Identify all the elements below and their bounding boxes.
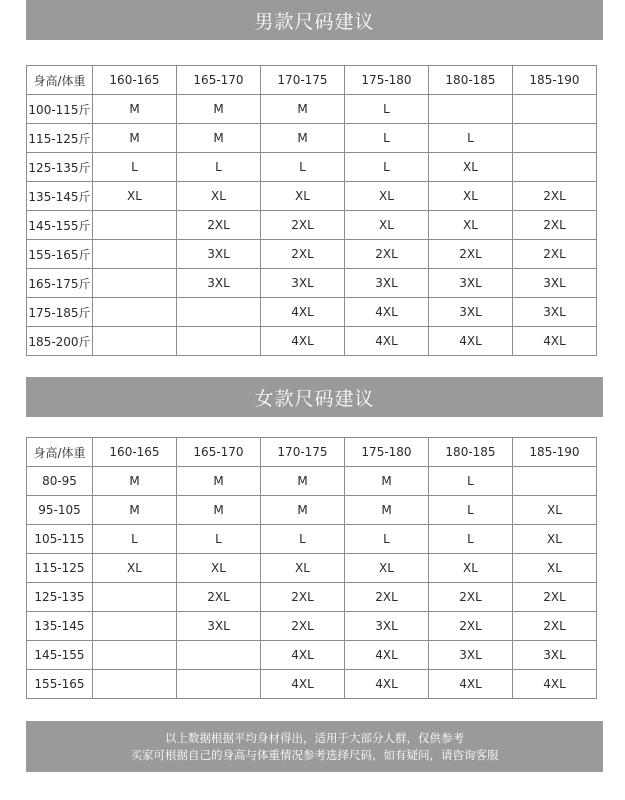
size-cell: L (429, 467, 513, 496)
table-row (27, 554, 597, 583)
size-cell: 2XL (429, 240, 513, 269)
header-height-range: 180-185 (429, 66, 513, 95)
size-cell: XL (345, 211, 429, 240)
size-cell: 3XL (177, 612, 261, 641)
size-cell: XL (513, 554, 597, 583)
size-cell: 2XL (345, 583, 429, 612)
size-cell: 3XL (429, 641, 513, 670)
size-cell: M (261, 124, 345, 153)
size-cell: 3XL (345, 269, 429, 298)
table-row (27, 467, 597, 496)
size-cell: 4XL (261, 670, 345, 699)
size-cell: 2XL (345, 240, 429, 269)
size-cell (177, 327, 261, 356)
size-cell: 4XL (261, 298, 345, 327)
header-height-range: 180-185 (429, 438, 513, 467)
size-cell: XL (513, 496, 597, 525)
size-cell: XL (429, 554, 513, 583)
size-cell: 2XL (513, 182, 597, 211)
size-cell: L (345, 95, 429, 124)
weight-range-cell: 125-135斤 (27, 153, 93, 182)
size-cell: 3XL (513, 269, 597, 298)
size-cell: 2XL (261, 612, 345, 641)
size-cell: XL (429, 211, 513, 240)
weight-range-cell: 115-125斤 (27, 124, 93, 153)
size-cell: 3XL (429, 298, 513, 327)
size-cell: L (93, 525, 177, 554)
table-row (27, 496, 597, 525)
weight-range-cell: 175-185斤 (27, 298, 93, 327)
table-row (27, 583, 597, 612)
women-size-table (26, 437, 597, 699)
table-row (27, 327, 597, 356)
table-row (27, 298, 597, 327)
table-row (27, 269, 597, 298)
size-note-box (26, 721, 603, 772)
table-row (27, 182, 597, 211)
size-cell (177, 670, 261, 699)
size-cell: XL (513, 525, 597, 554)
size-cell: 2XL (177, 583, 261, 612)
size-cell: M (261, 467, 345, 496)
weight-range-cell: 155-165斤 (27, 240, 93, 269)
table-row (27, 240, 597, 269)
header-height-range: 185-190 (513, 438, 597, 467)
size-cell (513, 95, 597, 124)
size-cell (177, 298, 261, 327)
women-size-title-banner (26, 377, 603, 417)
size-cell: L (429, 525, 513, 554)
size-cell: 2XL (513, 583, 597, 612)
header-row (27, 66, 597, 95)
size-cell: 2XL (513, 612, 597, 641)
size-cell (93, 670, 177, 699)
size-cell: M (345, 496, 429, 525)
size-cell (513, 153, 597, 182)
size-cell: 4XL (345, 327, 429, 356)
size-cell (429, 95, 513, 124)
size-cell: L (429, 124, 513, 153)
weight-range-cell: 145-155斤 (27, 211, 93, 240)
table-row (27, 95, 597, 124)
size-cell: 3XL (345, 612, 429, 641)
weight-range-cell: 155-165 (27, 670, 93, 699)
weight-range-cell: 105-115 (27, 525, 93, 554)
women-size-title: 女款尺码建议 (254, 387, 375, 410)
size-cell: 4XL (429, 327, 513, 356)
weight-range-cell: 100-115斤 (27, 95, 93, 124)
table-row (27, 612, 597, 641)
size-cell: M (177, 124, 261, 153)
size-cell: XL (429, 182, 513, 211)
table-row (27, 670, 597, 699)
table-row (27, 124, 597, 153)
size-cell (93, 327, 177, 356)
header-height-range: 175-180 (345, 66, 429, 95)
size-cell: XL (261, 182, 345, 211)
table-row (27, 153, 597, 182)
note-line-1: 以上数据根据平均身材得出，适用于大部分人群，仅供参考 (165, 730, 464, 745)
size-cell: M (261, 95, 345, 124)
size-cell: 4XL (513, 670, 597, 699)
size-cell: 3XL (513, 298, 597, 327)
size-cell: 2XL (261, 240, 345, 269)
weight-range-cell: 135-145 (27, 612, 93, 641)
table-row (27, 525, 597, 554)
size-cell: XL (429, 153, 513, 182)
size-cell: M (177, 467, 261, 496)
size-cell: 4XL (429, 670, 513, 699)
size-cell: M (93, 95, 177, 124)
weight-range-cell: 80-95 (27, 467, 93, 496)
note-line-2: 买家可根据自己的身高与体重情况参考选择尺码，如有疑问，请咨询客服 (130, 747, 499, 762)
size-cell: 4XL (345, 641, 429, 670)
size-cell: M (93, 124, 177, 153)
size-cell: 3XL (513, 641, 597, 670)
size-cell: L (429, 496, 513, 525)
men-size-title-banner (26, 0, 603, 40)
size-cell: 2XL (513, 211, 597, 240)
size-cell: L (177, 525, 261, 554)
size-cell: XL (177, 554, 261, 583)
size-cell (513, 467, 597, 496)
size-cell: M (177, 95, 261, 124)
size-cell: XL (93, 554, 177, 583)
size-cell (93, 612, 177, 641)
header-height-range: 170-175 (261, 438, 345, 467)
header-height-range: 185-190 (513, 66, 597, 95)
header-height-range: 160-165 (93, 438, 177, 467)
size-cell: L (345, 124, 429, 153)
size-cell: XL (177, 182, 261, 211)
size-cell (93, 583, 177, 612)
size-cell: 2XL (429, 583, 513, 612)
size-cell: 2XL (513, 240, 597, 269)
size-cell (93, 641, 177, 670)
header-height-range: 165-170 (177, 66, 261, 95)
header-height-range: 160-165 (93, 66, 177, 95)
size-cell: 3XL (429, 269, 513, 298)
size-cell: 3XL (261, 269, 345, 298)
size-cell: 4XL (261, 327, 345, 356)
size-cell (93, 240, 177, 269)
size-cell: 4XL (261, 641, 345, 670)
size-cell: M (93, 496, 177, 525)
size-cell (93, 269, 177, 298)
size-cell: XL (261, 554, 345, 583)
size-cell: L (345, 525, 429, 554)
header-row (27, 438, 597, 467)
size-cell: 2XL (261, 211, 345, 240)
size-cell: M (261, 496, 345, 525)
size-cell: L (345, 153, 429, 182)
men-size-title: 男款尺码建议 (254, 10, 375, 33)
size-cell: L (261, 525, 345, 554)
size-cell: 4XL (345, 298, 429, 327)
size-cell: XL (93, 182, 177, 211)
weight-range-cell: 165-175斤 (27, 269, 93, 298)
weight-range-cell: 185-200斤 (27, 327, 93, 356)
size-cell: M (93, 467, 177, 496)
weight-range-cell: 125-135 (27, 583, 93, 612)
weight-range-cell: 135-145斤 (27, 182, 93, 211)
size-cell: 2XL (177, 211, 261, 240)
size-cell: 2XL (261, 583, 345, 612)
size-cell (177, 641, 261, 670)
table-row (27, 641, 597, 670)
weight-range-cell: 95-105 (27, 496, 93, 525)
header-height-weight: 身高/体重 (27, 66, 93, 95)
table-row (27, 211, 597, 240)
weight-range-cell: 145-155 (27, 641, 93, 670)
size-cell (93, 211, 177, 240)
size-cell: 3XL (177, 269, 261, 298)
header-height-range: 170-175 (261, 66, 345, 95)
size-cell: L (261, 153, 345, 182)
header-height-weight: 身高/体重 (27, 438, 93, 467)
size-cell: 4XL (345, 670, 429, 699)
size-cell: 2XL (429, 612, 513, 641)
weight-range-cell: 115-125 (27, 554, 93, 583)
size-cell: 4XL (513, 327, 597, 356)
men-size-table (26, 65, 597, 356)
size-cell: XL (345, 554, 429, 583)
size-cell: M (345, 467, 429, 496)
size-cell: 3XL (177, 240, 261, 269)
size-cell: L (93, 153, 177, 182)
size-cell: M (177, 496, 261, 525)
header-height-range: 165-170 (177, 438, 261, 467)
size-cell (93, 298, 177, 327)
header-height-range: 175-180 (345, 438, 429, 467)
size-cell (513, 124, 597, 153)
size-cell: XL (345, 182, 429, 211)
size-cell: L (177, 153, 261, 182)
